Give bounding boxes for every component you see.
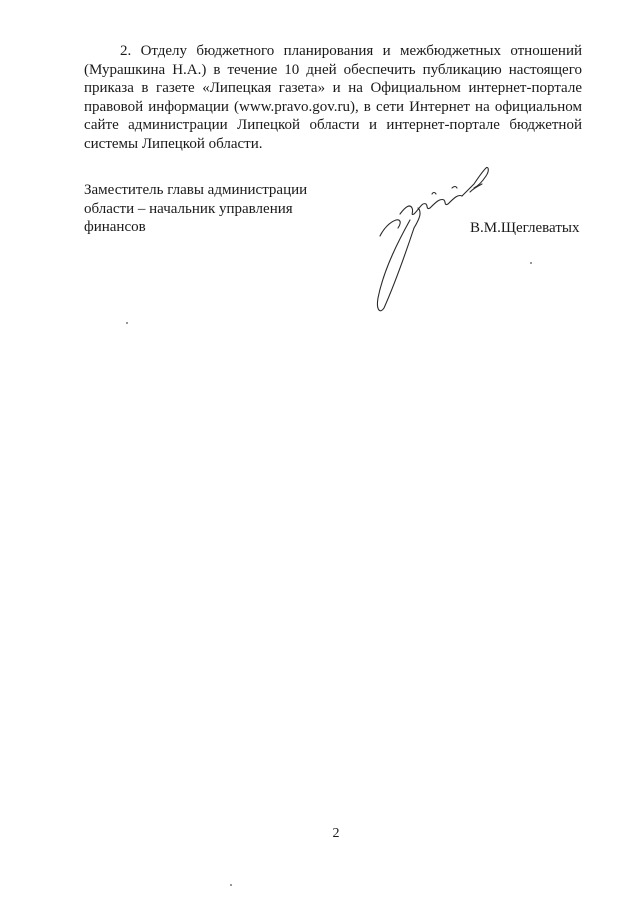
page-number: 2 bbox=[332, 826, 340, 841]
scan-speck bbox=[530, 262, 532, 264]
signer-title-line-3: финансов bbox=[84, 219, 146, 235]
signer-title-line-1: Заместитель главы администрации bbox=[84, 182, 308, 198]
handwritten-signature bbox=[370, 158, 500, 318]
signer-title-line-2: области – начальник управления bbox=[84, 200, 293, 217]
scan-speck bbox=[230, 884, 232, 886]
scan-speck bbox=[126, 322, 128, 324]
signer-title bbox=[84, 181, 324, 237]
signer-name: В.М.Щеглеватых bbox=[470, 220, 580, 236]
paragraph-2: 2. Отделу бюджетного планирования и межбюджетных отношений (Мурашкина Н.А.) в течение 10 дней обеспечить публикацию настоящего приказа в газете «Липецкая газета» и на Официальном интернет-портале правовой информации (www.pravo.gov.ru), в сети Интернет на официальном сайте администрации Липецкой области и интернет-портале бюджетной системы Липецкой области. bbox=[84, 43, 582, 152]
